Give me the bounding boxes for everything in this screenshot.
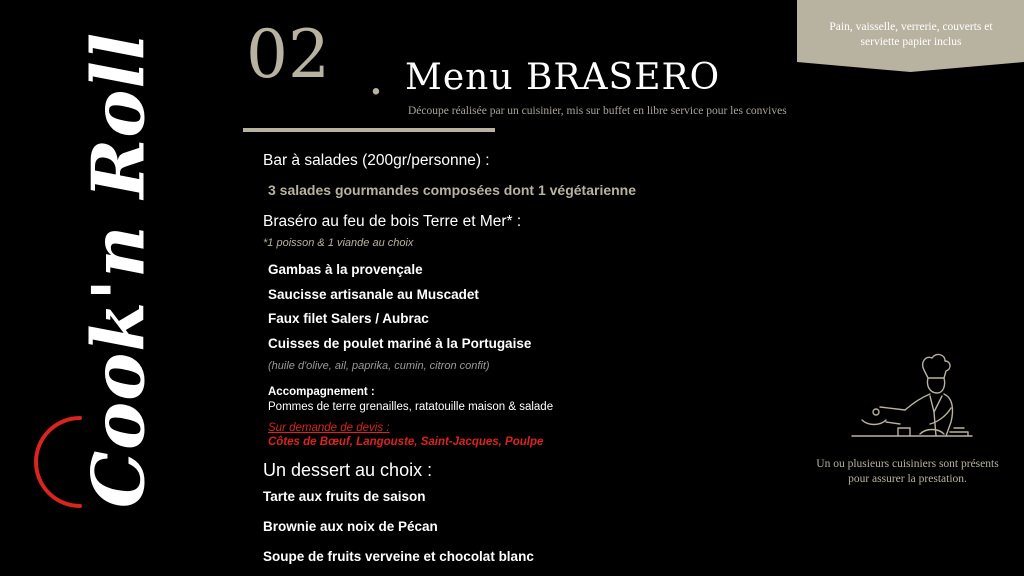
dessert-heading: Un dessert au choix : [263,460,433,480]
salad-heading: Bar à salades (200gr/personne) : [263,152,490,169]
title-underline [243,128,495,132]
brand-logo: Cook'n Roll [75,31,161,509]
menu-number-dot: . [368,48,384,106]
dessert-item: Tarte aux fruits de saison [263,489,426,504]
brasero-note: *1 poisson & 1 viande au choix [263,237,414,249]
included-banner-text [806,20,1016,50]
chef-cooking-icon [850,352,975,452]
salad-detail: 3 salades gourmandes composées dont 1 végétarienne [268,182,637,198]
menu-title: Menu BRASERO [405,57,721,98]
menu-item: Gambas à la provençale [268,262,423,277]
side-label: Accompagnement : [268,386,375,398]
dessert-item: Brownie aux noix de Pécan [263,519,438,534]
menu-number: 02 [246,16,330,93]
dessert-item: Soupe de fruits verveine et chocolat blanc [263,549,534,564]
menu-item: Cuisses de poulet mariné à la Portugaise [268,336,532,351]
banner-line-1: Pain, vaisselle, verrerie, couverts et [829,21,993,33]
chef-caption-line-2: pour assurer la prestation. [848,473,967,485]
marinade-note: (huile d'olive, ail, paprika, cumin, citron confit) [268,360,490,372]
quote-label-text: Sur demande de devis : [268,422,390,434]
chef-caption-line-1: Un ou plusieurs cuisiniers sont présents [816,458,999,470]
quote-items: Côtes de Bœuf, Langouste, Saint-Jacques, Poulpe [268,436,544,448]
quote-label [268,422,389,434]
side-detail: Pommes de terre grenailles, ratatouille maison & salade [268,401,554,413]
chef-caption [800,457,1015,487]
menu-subtitle: Découpe réalisée par un cuisinier, mis sur buffet en libre service pour les convives [408,105,787,117]
banner-line-2: serviette papier inclus [860,36,962,48]
menu-item: Saucisse artisanale au Muscadet [268,287,479,302]
menu-item: Faux filet Salers / Aubrac [268,311,429,326]
brasero-heading: Braséro au feu de bois Terre et Mer* : [263,213,522,230]
